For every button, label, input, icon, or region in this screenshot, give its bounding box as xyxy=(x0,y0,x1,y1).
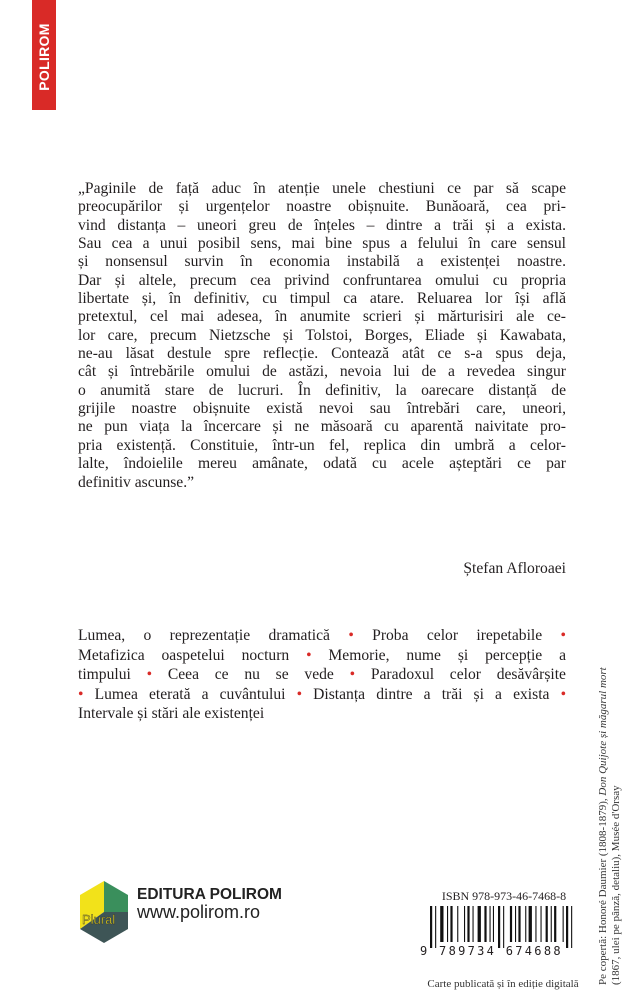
contents-list xyxy=(78,626,566,724)
barcode-bar xyxy=(493,906,494,942)
quote-line: pretextul, cel mai adesea, în anumite scrieri și mărturisiri ale ce- xyxy=(78,308,566,326)
contents-line xyxy=(78,704,566,724)
contents-item: Memorie, nume și percepție a xyxy=(328,646,566,664)
barcode-bar xyxy=(457,906,458,942)
contents-item: Intervale și stări ale existenței xyxy=(78,705,265,723)
bullet-icon: • xyxy=(560,627,566,644)
barcode-bar xyxy=(447,906,448,942)
contents-item: timpului xyxy=(78,666,131,684)
quote-line: libertate și, în definitiv, cu timpul ca atare. Reluarea lor își află xyxy=(78,290,566,308)
publisher-tab-label: POLIROM xyxy=(36,23,52,91)
credit-text: Pe copertă: Honoré Daumier (1808-1879), xyxy=(597,795,609,985)
barcode-bar xyxy=(498,906,500,948)
quote-line: Dar și altele, precum cea privind confruntarea omului cu propria xyxy=(78,271,566,289)
quote-line: grijile noastre obișnuite există nevoi sau întrebări care, uneori, xyxy=(78,400,566,418)
contents-item: Distanța dintre a trăi și a exista xyxy=(313,685,550,703)
publisher-url[interactable]: www.polirom.ro xyxy=(137,902,261,922)
contents-item: Lumea, o reprezentație dramatică xyxy=(78,627,330,644)
barcode-bar xyxy=(546,906,548,942)
digital-edition-note: Carte publicată și în ediție digitală xyxy=(427,978,579,990)
svg-text:Plural: Plural xyxy=(82,912,116,927)
barcode-bar xyxy=(515,906,516,942)
contents-line xyxy=(78,685,566,705)
cover-credit xyxy=(597,667,623,985)
quote-line: Sau cea a unui posibil sens, mai bine spus a felului în care sensul xyxy=(78,235,566,253)
bullet-icon: • xyxy=(349,666,356,684)
contents-line xyxy=(78,646,566,666)
barcode-bar xyxy=(529,906,532,942)
contents-item: Ceea ce nu se vede xyxy=(167,666,334,684)
quote-line: ne pun viața la încercare și ne măsoară cu aparentă naivitate pro- xyxy=(78,418,566,436)
quote-line: preocupărilor și urgențelor noastre obișnuite. Bunăoară, cea pri- xyxy=(78,198,566,216)
publisher-name: EDITURA POLIROM xyxy=(137,886,282,903)
barcode-bar xyxy=(571,906,572,948)
barcode-bar xyxy=(503,906,504,948)
contents-item: Proba celor irepetabile xyxy=(372,627,543,644)
barcode-bar xyxy=(510,906,512,942)
barcode-bar xyxy=(554,906,556,942)
barcode-bar xyxy=(535,906,536,942)
publisher-info xyxy=(137,886,282,923)
quote-line: cât și întrebările omului de astăzi, nevoia lui de a revedea singur xyxy=(78,363,566,381)
barcode-bar xyxy=(525,906,526,942)
bullet-icon: • xyxy=(348,627,354,644)
barcode-bar xyxy=(551,906,552,942)
barcode-bar xyxy=(467,906,469,942)
contents-item: Metafizica oaspetelui nocturn xyxy=(78,646,290,664)
barcode-bar xyxy=(473,906,474,942)
barcode-bar xyxy=(518,906,520,942)
barcode xyxy=(430,906,580,948)
credit-title: Don Quijote și măgarul mort xyxy=(597,667,609,796)
barcode-bar xyxy=(541,906,542,942)
contents-line xyxy=(78,665,566,685)
barcode-bar xyxy=(440,906,443,942)
quote-line: și nonsensul survin în economia instabilă a existenței noastre. xyxy=(78,253,566,271)
bullet-icon: • xyxy=(78,685,84,703)
quote-author: Ștefan Afloroaei xyxy=(463,560,566,577)
quote-line: o anumită stare de lucruri. În definitiv, la oarecare distanță de xyxy=(78,381,566,399)
credit-text-2: (1867, ulei pe pânză, detaliu), Musée d'Orsay xyxy=(610,785,622,985)
barcode-bar xyxy=(450,906,452,942)
quote-line: „Paginile de față aduc în atenție unele chestiuni ce par să scape xyxy=(78,180,566,197)
publisher-tab xyxy=(32,0,56,110)
quote-line: definitiv ascunse.” xyxy=(78,473,195,491)
bullet-icon: • xyxy=(306,646,312,664)
contents-item: Paradoxul celor desăvârșite xyxy=(370,666,566,684)
quote-line: lalte, îndoielile mereu amânate, odată cu acele așteptări ce par xyxy=(78,455,566,473)
bullet-icon: • xyxy=(560,685,567,703)
barcode-digits: 9 789734 674688 xyxy=(420,944,563,958)
quote-line: ne-au lăsat destule spre reflecție. Contează atât ce s-a spus deja, xyxy=(78,345,566,363)
barcode-bar xyxy=(566,906,568,948)
barcode-bar xyxy=(478,906,481,942)
quote-line: pria existență. Constituie, într-un fel, replica din umbră a celor- xyxy=(78,436,566,454)
barcode-bar xyxy=(484,906,486,942)
barcode-bar xyxy=(430,906,432,948)
plural-logo xyxy=(80,881,128,943)
quote-line: vind distanța – uneori greu de înțeles – dintre a trăi și a exista. xyxy=(78,216,566,234)
barcode-bar xyxy=(435,906,436,948)
bullet-icon: • xyxy=(296,685,303,703)
barcode-bar xyxy=(464,906,465,942)
quote-line: lor care, precum Nietzsche și Tolstoi, Borges, Eliade și Kawabata, xyxy=(78,326,566,344)
contents-item: Lumea eterată a cuvântului xyxy=(94,685,286,703)
isbn: ISBN 978-973-46-7468-8 xyxy=(441,889,567,903)
barcode-bar xyxy=(490,906,491,942)
barcode-bar xyxy=(563,906,564,942)
bullet-icon: • xyxy=(146,666,153,684)
back-cover-quote xyxy=(78,180,566,492)
contents-line xyxy=(78,626,566,646)
